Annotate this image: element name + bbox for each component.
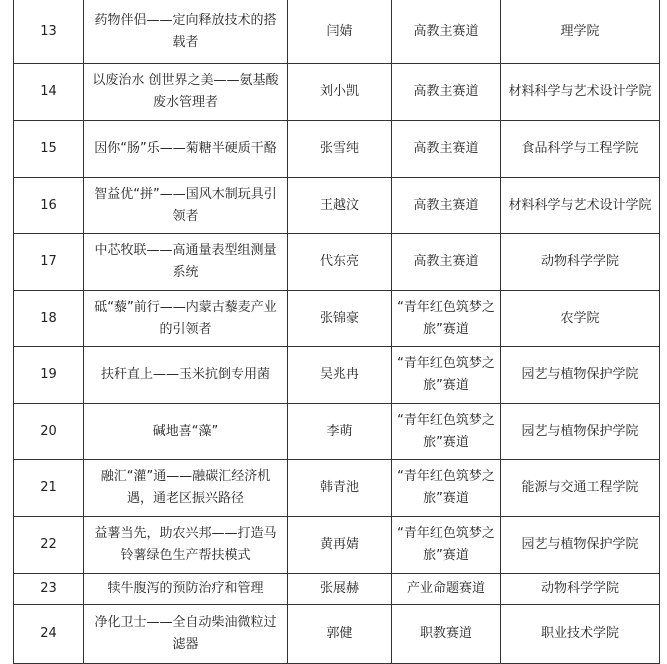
leader-cell: 黄再婧 [288, 517, 392, 574]
row-number-cell: 21 [14, 460, 84, 517]
leader-cell: 张雪纯 [288, 121, 392, 178]
row-number-cell: 13 [14, 0, 84, 64]
college-cell: 材料科学与艺术设计学院 [501, 178, 660, 234]
project-name-cell: 益薯当先，助农兴邦——打造马铃薯绿色生产帮扶模式 [84, 517, 288, 574]
leader-cell: 刘小凯 [288, 64, 392, 121]
college-cell: 食品科学与工程学院 [501, 121, 660, 178]
row-number-cell: 17 [14, 234, 84, 291]
table-row [14, 234, 660, 291]
table-row [14, 178, 660, 234]
project-name-cell: 中芯牧联——高通量表型组测量系统 [84, 234, 288, 291]
track-cell: “青年红色筑梦之旅”赛道 [392, 404, 501, 460]
row-number-cell: 20 [14, 404, 84, 460]
college-cell: 职业技术学院 [501, 605, 660, 664]
project-name-cell: 药物伴侣——定向释放技术的搭载者 [84, 0, 288, 64]
college-cell: 材料科学与艺术设计学院 [501, 64, 660, 121]
track-cell: 产业命题赛道 [392, 574, 501, 605]
table-row [14, 404, 660, 460]
row-number-cell: 16 [14, 178, 84, 234]
leader-cell: 郭健 [288, 605, 392, 664]
table-row [14, 291, 660, 347]
table-row [14, 460, 660, 517]
table-row [14, 347, 660, 404]
project-name-cell: 智益优“拼”——国风木制玩具引领者 [84, 178, 288, 234]
track-cell: 高教主赛道 [392, 121, 501, 178]
college-cell: 能源与交通工程学院 [501, 460, 660, 517]
row-number-cell: 18 [14, 291, 84, 347]
track-cell: 高教主赛道 [392, 64, 501, 121]
track-cell: “青年红色筑梦之旅”赛道 [392, 517, 501, 574]
leader-cell: 张锦豪 [288, 291, 392, 347]
table-row [14, 517, 660, 574]
track-cell: “青年红色筑梦之旅”赛道 [392, 347, 501, 404]
track-cell: “青年红色筑梦之旅”赛道 [392, 460, 501, 517]
leader-cell: 张展赫 [288, 574, 392, 605]
project-name-cell: 以废治水 创世界之美——氨基酸废水管理者 [84, 64, 288, 121]
leader-cell: 闫婧 [288, 0, 392, 64]
row-number-cell: 15 [14, 121, 84, 178]
project-name-cell: 扶秆直上——玉米抗倒专用菌 [84, 347, 288, 404]
track-cell: 高教主赛道 [392, 234, 501, 291]
project-name-cell: 净化卫士——全自动柴油微粒过滤器 [84, 605, 288, 664]
track-cell: “青年红色筑梦之旅”赛道 [392, 291, 501, 347]
project-name-cell: 犊牛腹泻的预防治疗和管理 [84, 574, 288, 605]
leader-cell: 李萌 [288, 404, 392, 460]
table-row [14, 0, 660, 64]
project-name-cell: 砥“藜”前行——内蒙古藜麦产业的引领者 [84, 291, 288, 347]
project-name-cell: 碱地喜“藻” [84, 404, 288, 460]
row-number-cell: 22 [14, 517, 84, 574]
college-cell: 动物科学学院 [501, 574, 660, 605]
track-cell: 高教主赛道 [392, 178, 501, 234]
table-row [14, 64, 660, 121]
college-cell: 理学院 [501, 0, 660, 64]
leader-cell: 王越汶 [288, 178, 392, 234]
college-cell: 农学院 [501, 291, 660, 347]
row-number-cell: 14 [14, 64, 84, 121]
award-table [13, 0, 660, 664]
college-cell: 动物科学学院 [501, 234, 660, 291]
project-name-cell: 因你“肠”乐——菊糖半硬质干酪 [84, 121, 288, 178]
table-row [14, 605, 660, 664]
college-cell: 园艺与植物保护学院 [501, 404, 660, 460]
row-number-cell: 24 [14, 605, 84, 664]
college-cell: 园艺与植物保护学院 [501, 347, 660, 404]
track-cell: 高教主赛道 [392, 0, 501, 64]
leader-cell: 代东亮 [288, 234, 392, 291]
table-row [14, 121, 660, 178]
leader-cell: 韩青池 [288, 460, 392, 517]
track-cell: 职教赛道 [392, 605, 501, 664]
project-name-cell: 融汇“灌”通——融碳汇经济机遇，通老区振兴路径 [84, 460, 288, 517]
leader-cell: 吴兆冉 [288, 347, 392, 404]
row-number-cell: 23 [14, 574, 84, 605]
college-cell: 园艺与植物保护学院 [501, 517, 660, 574]
table-row [14, 574, 660, 605]
row-number-cell: 19 [14, 347, 84, 404]
